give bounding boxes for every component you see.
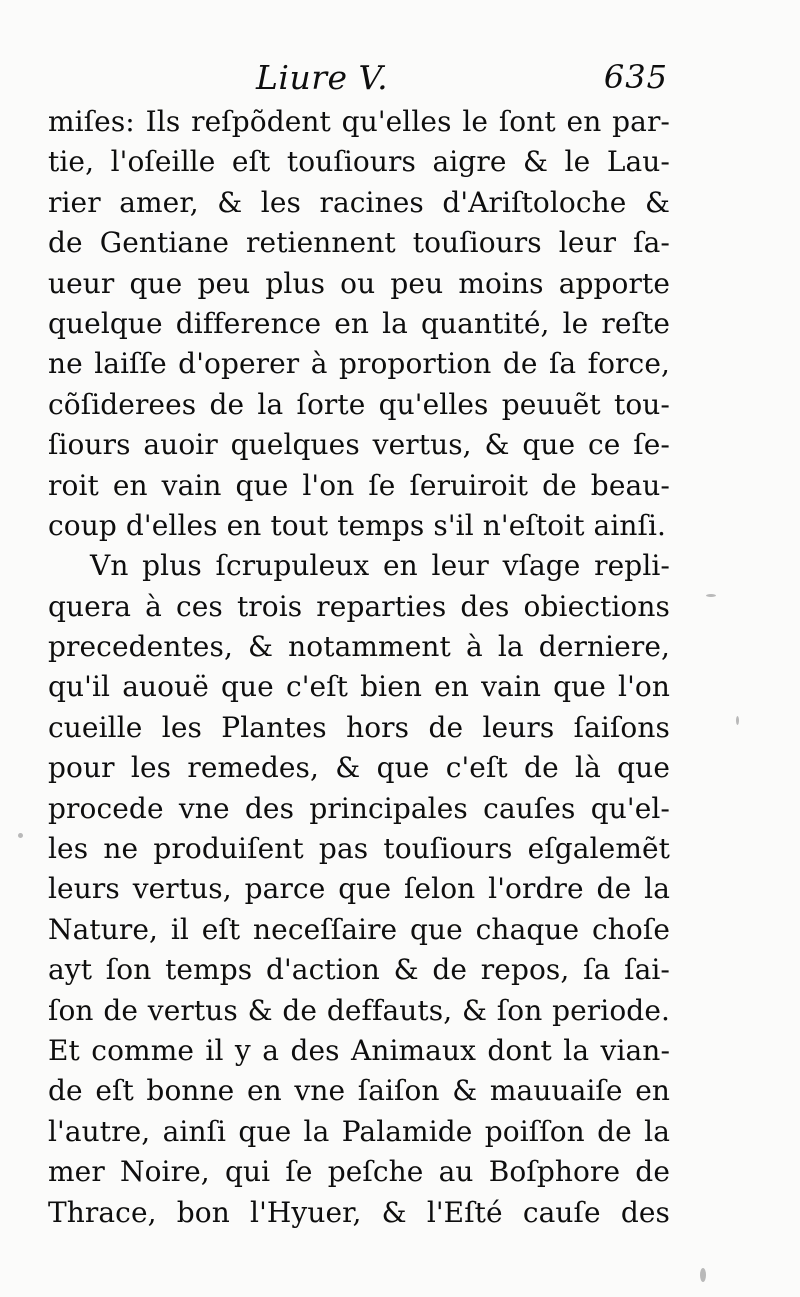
text-line: cõſiderees de la ſorte qu'elles peuuẽt tou- xyxy=(48,387,670,421)
paper-speck xyxy=(700,1268,706,1282)
text-line: quera à ces trois reparties des obiections xyxy=(48,589,670,623)
text-line: Thrace, bon l'Hyuer, & l'Eſté cauſe des xyxy=(48,1195,670,1229)
text-line: cueille les Plantes hors de leurs ſaiſons xyxy=(48,710,670,744)
text-line: qu'il auouë que c'eſt bien en vain que l'on xyxy=(48,670,670,704)
page-header xyxy=(48,56,668,100)
text-line: ne laiſſe d'operer à proportion de ſa force, xyxy=(48,347,670,381)
text-line: precedentes, & notamment à la derniere, xyxy=(48,630,670,664)
text-line: de Gentiane retiennent touſiours leur ſa- xyxy=(48,226,670,260)
paragraph-end-line: coup d'elles en tout temps s'il n'eſtoit ainſi. xyxy=(48,508,667,542)
text-line: l'autre, ainſi que la Palamide poiſſon de la xyxy=(48,1114,670,1148)
page-number: 635 xyxy=(603,58,668,96)
text-line: ayt ſon temps d'action & de repos, ſa ſai- xyxy=(48,953,670,987)
paragraph-start-line: Vn plus ſcrupuleux en leur vſage repli- xyxy=(90,549,670,583)
text-line: Nature, il eſt neceſſaire que chaque choſe xyxy=(48,912,670,946)
text-line: miſes: Ils reſpõdent qu'elles le ſont en par- xyxy=(48,105,670,138)
text-line: de eſt bonne en vne ſaiſon & mauuaiſe en xyxy=(48,1074,670,1108)
text-line: procede vne des principales cauſes qu'el- xyxy=(48,791,670,825)
body-text xyxy=(48,102,670,1233)
text-line: mer Noire, qui ſe peſche au Boſphore de xyxy=(48,1155,670,1189)
paper-speck xyxy=(18,833,23,838)
running-head: Liure V. xyxy=(256,58,389,97)
text-line: Et comme il y a des Animaux dont la vian- xyxy=(48,1033,670,1067)
text-line: ueur que peu plus ou peu moins apporte xyxy=(48,266,670,300)
text-line: pour les remedes, & que c'eſt de là que xyxy=(48,751,670,785)
text-line: ſiours auoir quelques vertus, & que ce ſe- xyxy=(48,428,670,462)
text-line: roit en vain que l'on ſe ſeruiroit de beau- xyxy=(48,468,670,502)
text-line: leurs vertus, parce que ſelon l'ordre de la xyxy=(48,872,670,906)
text-line: tie, l'oſeille eſt touſiours aigre & le Lau- xyxy=(48,145,670,179)
paper-speck xyxy=(706,594,716,597)
text-line: les ne produiſent pas touſiours eſgalemẽt xyxy=(48,832,670,866)
paper-speck xyxy=(736,716,739,725)
text-line: quelque difference en la quantité, le reſte xyxy=(48,306,670,340)
text-line: rier amer, & les racines d'Ariſtoloche & xyxy=(48,185,670,219)
text-line: ſon de vertus & de deffauts, & ſon periode. xyxy=(48,993,670,1027)
